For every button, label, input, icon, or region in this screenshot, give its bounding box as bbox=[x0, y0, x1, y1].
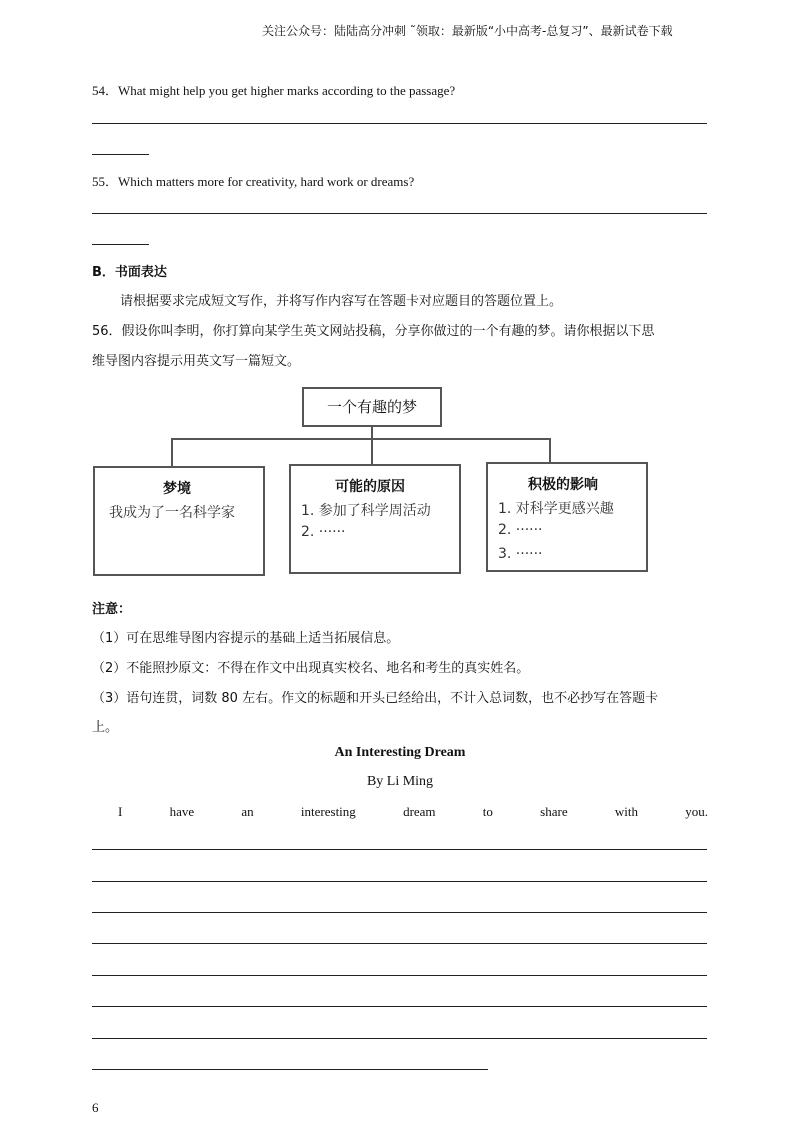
mind-map-branch-effects bbox=[486, 462, 648, 572]
branch-item: 1. 参加了科学周活动 bbox=[301, 503, 431, 519]
answer-line-55-short[interactable] bbox=[92, 244, 149, 245]
question-54: 54．What might help you get higher marks according to the passage? bbox=[92, 83, 456, 98]
answer-line-55[interactable] bbox=[92, 213, 707, 214]
essay-first-line bbox=[118, 804, 708, 820]
answer-line-54-short[interactable] bbox=[92, 154, 149, 155]
section-b-instruction: 请根据要求完成短文写作，并将写作内容写在答题卡对应题目的答题位置上。 bbox=[120, 294, 563, 309]
writing-line[interactable] bbox=[92, 849, 707, 850]
section-b-heading: B．书面表达 bbox=[92, 265, 167, 280]
mind-map-connector bbox=[549, 438, 551, 462]
mind-map-connector bbox=[171, 438, 173, 466]
writing-line[interactable] bbox=[92, 912, 707, 913]
essay-word: have bbox=[169, 804, 195, 819]
writing-line[interactable] bbox=[92, 975, 707, 976]
note-item-2: （2）不能照抄原文：不得在作文中出现真实校名、地名和考生的真实姓名。 bbox=[92, 661, 530, 676]
branch-title: 梦境 bbox=[163, 481, 191, 497]
branch-item: 3. ······ bbox=[498, 546, 543, 562]
mind-map-connector bbox=[171, 438, 551, 440]
branch-item: 2. ······ bbox=[498, 522, 543, 538]
writing-line[interactable] bbox=[92, 1006, 707, 1007]
question-56-line1: 56．假设你叫李明，你打算向某学生英文网站投稿，分享你做过的一个有趣的梦。请你根据以下思 bbox=[92, 324, 655, 339]
branch-item: 2. ······ bbox=[301, 524, 346, 540]
mind-map-branch-reasons bbox=[289, 464, 461, 574]
essay-word: dream bbox=[403, 804, 436, 819]
essay-word: with bbox=[614, 804, 638, 819]
writing-line[interactable] bbox=[92, 881, 707, 882]
note-item-1: （1）可在思维导图内容提示的基础上适当拓展信息。 bbox=[92, 631, 400, 646]
note-item-3: （3）语句连贯，词数 80 左右。作文的标题和开头已经给出，不计入总词数，也不必抄写在答题卡 bbox=[92, 691, 659, 706]
answer-line-54[interactable] bbox=[92, 123, 707, 124]
essay-word: an bbox=[241, 804, 254, 819]
essay-title: An Interesting Dream bbox=[334, 745, 466, 760]
essay-author: By Li Ming bbox=[366, 774, 434, 789]
page-number: 6 bbox=[92, 1100, 99, 1115]
writing-line[interactable] bbox=[92, 943, 707, 944]
essay-word: you. bbox=[685, 804, 708, 819]
essay-word: interesting bbox=[300, 804, 356, 819]
question-56-line2: 维导图内容提示用英文写一篇短文。 bbox=[92, 354, 301, 369]
essay-word: I bbox=[118, 804, 123, 819]
branch-item: 1. 对科学更感兴趣 bbox=[498, 501, 614, 517]
writing-line-last[interactable] bbox=[92, 1069, 488, 1070]
mind-map-branch-dream bbox=[93, 466, 265, 576]
branch-title: 积极的影响 bbox=[528, 477, 598, 493]
essay-word: share bbox=[540, 804, 568, 819]
essay-word: to bbox=[482, 804, 493, 819]
branch-title: 可能的原因 bbox=[335, 479, 405, 495]
notes-heading: 注意： bbox=[92, 602, 132, 617]
note-item-3-cont: 上。 bbox=[92, 720, 119, 735]
question-55: 55．Which matters more for creativity, hard work or dreams? bbox=[92, 174, 415, 189]
header-note: 关注公众号：陆陆高分冲刺 ˜领取：最新版“小中高考-总复习”、最新试卷下载 bbox=[262, 24, 673, 38]
mind-map-connector bbox=[371, 438, 373, 464]
branch-item: 我成为了一名科学家 bbox=[109, 505, 235, 521]
mind-map-root: 一个有趣的梦 bbox=[302, 387, 442, 427]
writing-line[interactable] bbox=[92, 1038, 707, 1039]
